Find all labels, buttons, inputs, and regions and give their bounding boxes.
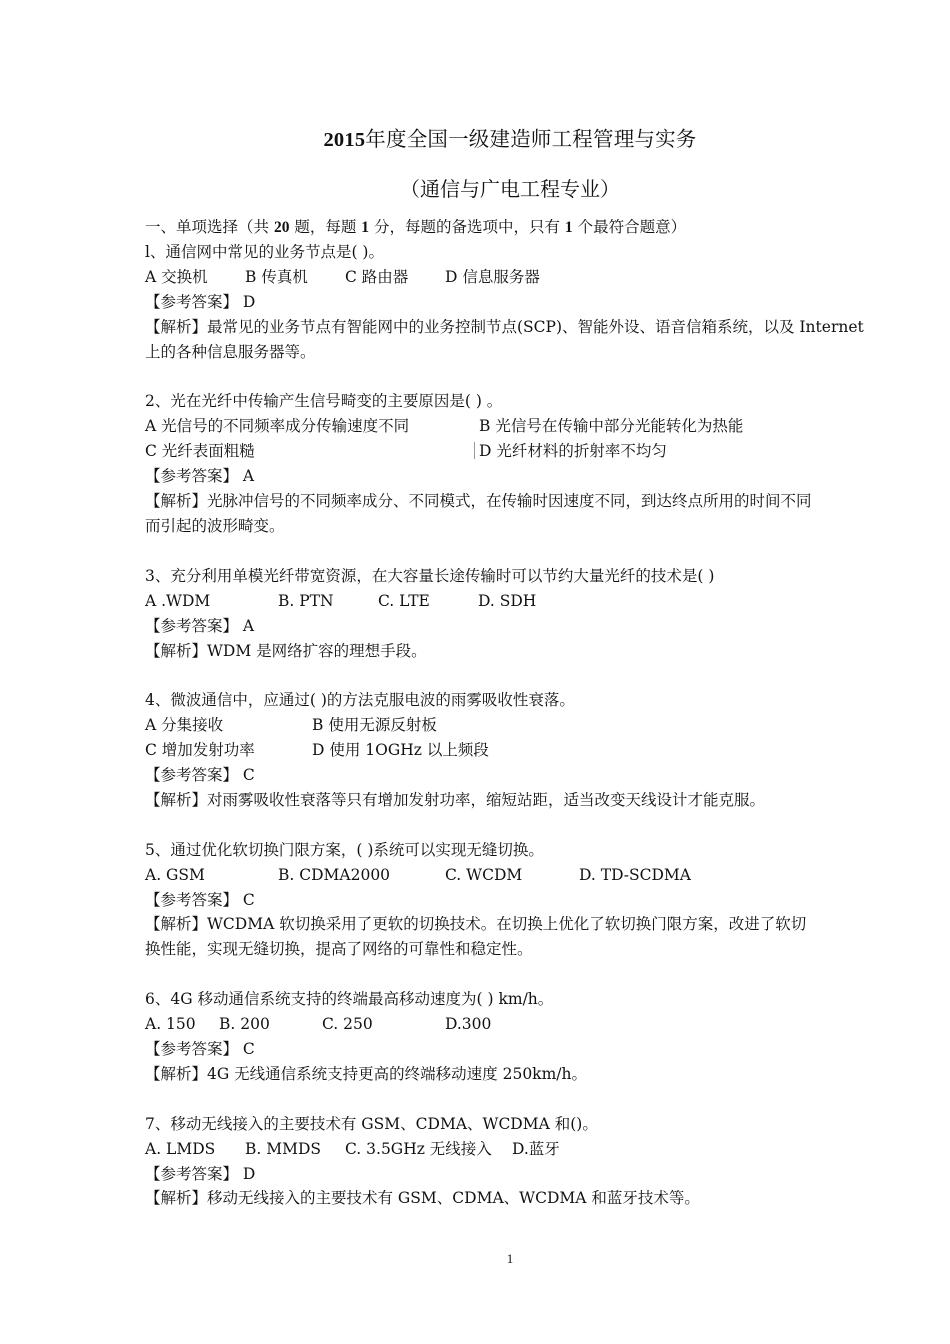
- question-4-stem: 4、微波通信中，应通过( )的方法克服电波的雨雾吸收性衰落。: [145, 691, 575, 709]
- option-c: C. 3.5GHz 无线接入: [345, 1140, 492, 1158]
- question-2-stem: 2、光在光纤中传输产生信号畸变的主要原因是( ) 。: [145, 392, 503, 410]
- option-a: A. 150: [145, 1015, 196, 1033]
- question-5-answer: 【参考答案】 C: [145, 891, 255, 909]
- question-7-explanation: 【解析】移动无线接入的主要技术有 GSM、CDMA、WCDMA 和蓝牙技术等。: [145, 1189, 700, 1207]
- option-a: A .WDM: [145, 592, 211, 610]
- question-1-explanation: 【解析】最常见的业务节点有智能网中的业务控制节点(SCP)、智能外设、语音信箱系统，以及 Internet: [145, 318, 864, 336]
- question-3-explanation: 【解析】WDM 是网络扩容的理想手段。: [145, 642, 427, 660]
- page-number: 1: [506, 1251, 514, 1266]
- question-3-answer: 【参考答案】 A: [145, 617, 255, 635]
- question-5-explanation: 【解析】WCDMA 软切换采用了更软的切换技术。在切换上优化了软切换门限方案，改进了软切: [145, 915, 807, 933]
- question-6-stem: 6、4G 移动通信系统支持的终端最高移动速度为( ) km/h。: [145, 990, 554, 1008]
- option-c: C. LTE: [378, 592, 430, 610]
- option-a: A. LMDS: [145, 1140, 216, 1158]
- option-d: D.300: [445, 1015, 492, 1033]
- option-b: B. MMDS: [245, 1140, 322, 1158]
- question-6-answer: 【参考答案】 C: [145, 1040, 255, 1058]
- question-7-stem: 7、移动无线接入的主要技术有 GSM、CDMA、WCDMA 和()。: [145, 1115, 598, 1133]
- document-subtitle: （通信与广电工程专业）: [400, 177, 620, 201]
- option-a: A. GSM: [145, 866, 205, 884]
- option-d: D.蓝牙: [512, 1140, 560, 1158]
- question-4-explanation: 【解析】对雨雾吸收性衰落等只有增加发射功率，缩短站距，适当改变天线设计才能克服。: [145, 791, 766, 809]
- option-c: C 路由器: [345, 268, 409, 286]
- option-a: A 分集接收: [145, 716, 224, 734]
- question-5-stem: 5、通过优化软切换门限方案，( )系统可以实现无缝切换。: [145, 841, 544, 859]
- question-2-explanation: 【解析】光脉冲信号的不同频率成分、不同模式，在传输时因速度不同，到达终点所用的时间不同: [145, 492, 812, 510]
- option-d: D 光纤材料的折射率不均匀: [479, 442, 667, 460]
- question-1-stem: l、通信网中常见的业务节点是( )。: [145, 243, 384, 261]
- document-title: 2015年度全国一级建造师工程管理与实务: [323, 127, 697, 151]
- option-b: B. CDMA2000: [278, 866, 391, 884]
- option-d: D. SDH: [478, 592, 537, 610]
- section-heading: 一、单项选择（共 20 题，每题 1 分，每题的备选项中，只有 1 个最符合题意）: [145, 218, 687, 236]
- option-a: A 光信号的不同频率成分传输速度不同: [145, 417, 410, 435]
- question-1-answer: 【参考答案】 D: [145, 293, 256, 311]
- question-6-explanation: 【解析】4G 无线通信系统支持更高的终端移动速度 250km/h。: [145, 1065, 587, 1083]
- option-d: D 信息服务器: [445, 268, 540, 286]
- question-1-explanation-cont: 上的各种信息服务器等。: [145, 343, 316, 361]
- question-7-answer: 【参考答案】 D: [145, 1165, 256, 1183]
- question-5-explanation-cont: 换性能，实现无缝切换，提高了网络的可靠性和稳定性。: [145, 940, 533, 958]
- question-3-stem: 3、充分利用单模光纤带宽资源，在大容量长途传输时可以节约大量光纤的技术是( ): [145, 567, 715, 585]
- option-c: C. WCDM: [445, 866, 523, 884]
- option-c: C 增加发射功率: [145, 741, 255, 759]
- question-4-answer: 【参考答案】 C: [145, 766, 255, 784]
- option-d: D 使用 1OGHz 以上频段: [312, 741, 489, 759]
- option-c: C 光纤表面粗糙: [145, 442, 255, 460]
- option-b: B. 200: [219, 1015, 270, 1033]
- option-c: C. 250: [322, 1015, 373, 1033]
- question-2-answer: 【参考答案】 A: [145, 467, 255, 485]
- option-b: B. PTN: [278, 592, 334, 610]
- option-b: B 光信号在传输中部分光能转化为热能: [479, 417, 744, 435]
- option-b: B 使用无源反射板: [312, 716, 437, 734]
- option-b: B 传真机: [245, 268, 308, 286]
- question-2-explanation-cont: 而引起的波形畸变。: [145, 517, 285, 535]
- text-cursor-mark: [474, 442, 475, 459]
- option-a: A 交换机: [145, 268, 208, 286]
- option-d: D. TD-SCDMA: [579, 866, 691, 884]
